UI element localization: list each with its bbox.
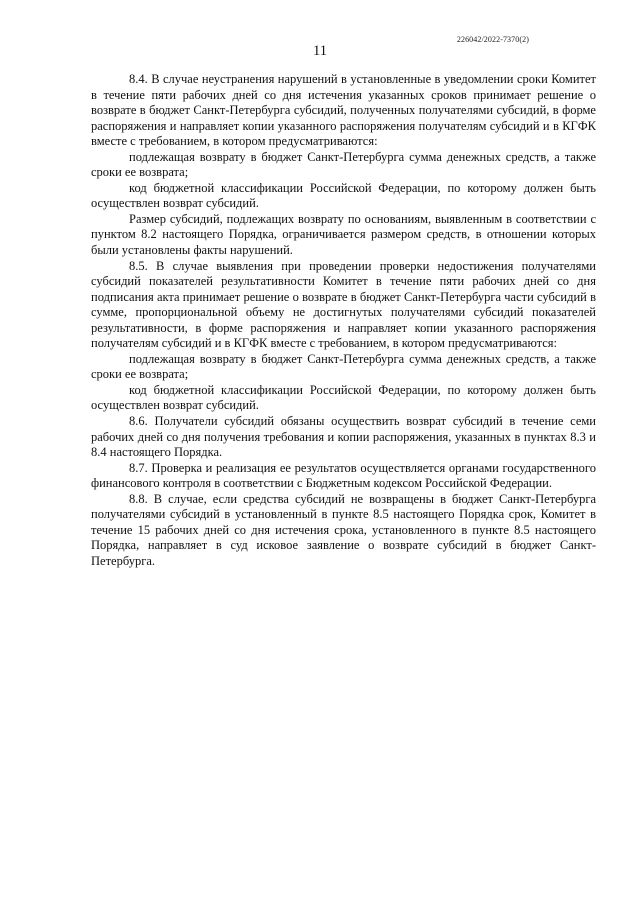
page-number: 11: [313, 43, 327, 59]
paragraph-8-4: 8.4. В случае неустранения нарушений в установленные в уведомлении сроки Комитет в течение пяти рабочих дней со дня истечения указанных сроков принимает решение о возврате в бюджет Санкт-Петербурга субсидий, полученных получателями субсидий, в форме распоряжения и направляет копии указанного распоряжения получателям субсидий и в КГФК вместе с требованием, в котором предусматриваются:: [91, 72, 596, 149]
paragraph-8-6: 8.6. Получатели субсидий обязаны осуществить возврат субсидий в течение семи рабочих дней со дня получения требования и копии распоряжения, указанных в пунктах 8.3 и 8.4 настоящего Порядка.: [91, 414, 596, 460]
document-number: 226042/2022-7370(2): [456, 35, 529, 44]
paragraph-refund-amount-2: подлежащая возврату в бюджет Санкт-Петербурга сумма денежных средств, а также сроки ее возврата;: [91, 351, 596, 382]
paragraph-refund-amount: подлежащая возврату в бюджет Санкт-Петербурга сумма денежных средств, а также сроки ее возврата;: [91, 149, 596, 180]
paragraph-8-7: 8.7. Проверка и реализация ее результатов осуществляется органами государственного финансового контроля в соответствии с Бюджетным кодексом Российской Федерации.: [91, 460, 596, 491]
paragraph-8-5: 8.5. В случае выявления при проведении проверки недостижения получателями субсидий показателей результативности Комитет в течение пяти рабочих дней со дня подписания акта принимает решение о возврате в бюджет Санкт-Петербурга части субсидий в сумме, пропорциональной объему не достигнутых получателями субсидий показателей результативности, в форме распоряжения и направляет копии указанного распоряжения получателям субсидий и в КГФК вместе с требованием, в котором предусматриваются:: [91, 258, 596, 351]
paragraph-budget-code-2: код бюджетной классификации Российской Федерации, по которому должен быть осуществлен возврат субсидий.: [91, 382, 596, 413]
paragraph-8-8: 8.8. В случае, если средства субсидий не возвращены в бюджет Санкт-Петербурга получателями субсидий в установленный в пункте 8.5 настоящего Порядка срок, Комитет в течение 15 рабочих дней со дня истечения срока, установленного в пункте 8.5 настоящего Порядка, направляет в суд исковое заявление о возврате субсидий в бюджет Санкт-Петербурга.: [91, 491, 596, 568]
paragraph-subsidy-size: Размер субсидий, подлежащих возврату по основаниям, выявленным в соответствии с пунктом 8.2 настоящего Порядка, ограничивается размером средств, в отношении которых были установлены факты нарушений.: [91, 211, 596, 258]
document-body: [91, 72, 596, 570]
paragraph-budget-code: код бюджетной классификации Российской Федерации, по которому должен быть осуществлен возврат субсидий.: [91, 180, 596, 211]
